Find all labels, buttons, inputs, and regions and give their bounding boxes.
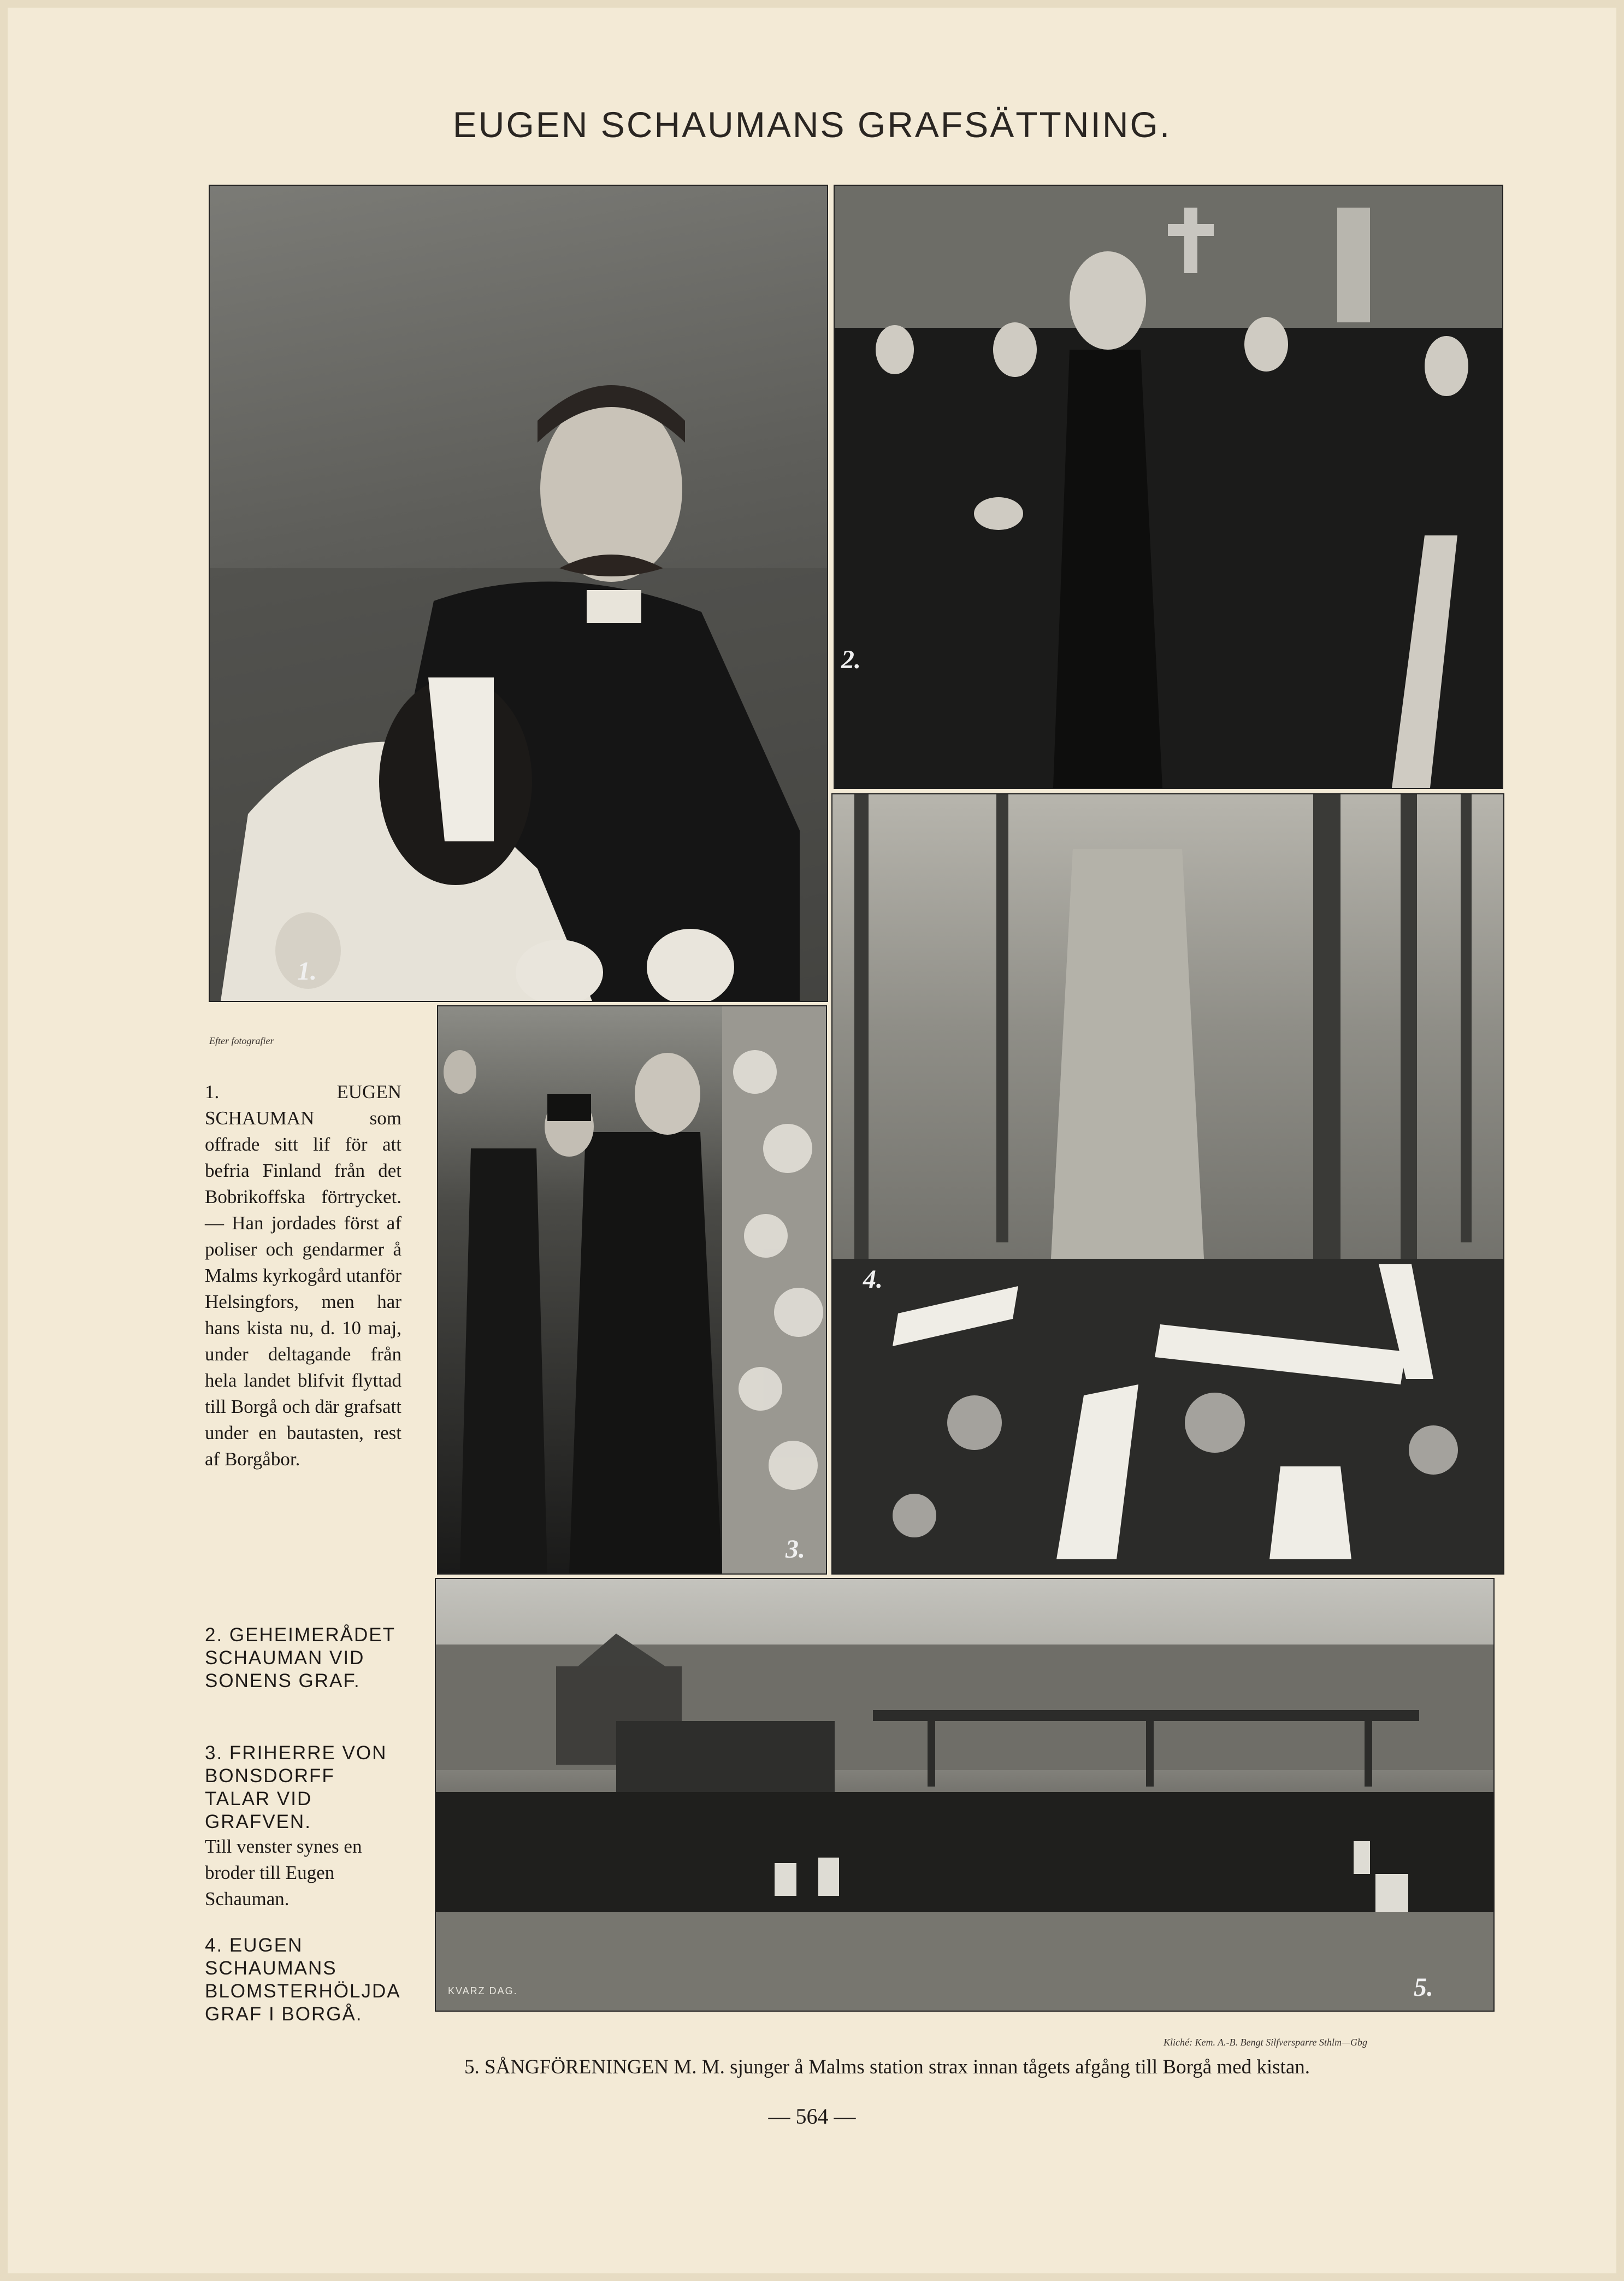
page-title: EUGEN SCHAUMANS GRAFSÄTTNING. — [452, 104, 1172, 145]
caption-4: 4. EUGEN SCHAUMANS BLOMSTERHÖLJDA GRAF I BORGÅ. — [205, 1935, 400, 2025]
photo-credit: Efter fotografier — [209, 1035, 274, 1046]
photo-number-1: 1. — [297, 957, 317, 986]
caption-1: 1. EUGEN SCHAUMAN som offrade sitt lif för att befria Finland från det Bobrikoffska förtrycket. — Han jordades först af poliser och gendarmer å Malms kyrkogård utanför Helsingfors, men har hans kista nu, d. 10 maj, under deltagande från hela landet blifvit flyttad till Borgå och där grafsatt under en bautasten, rest af Borgåbor. — [205, 1081, 401, 1470]
caption-3-title: 3. FRIHERRE VON BONSDORFF TALAR VID GRAFVEN. — [205, 1742, 387, 1832]
photo-flower-covered-grave — [831, 793, 1504, 1575]
page-number: — 564 — — [768, 2104, 856, 2129]
photo-malms-station — [435, 1578, 1495, 2012]
photo-number-3: 3. — [786, 1535, 805, 1564]
photo-number-4: 4. — [863, 1265, 883, 1294]
caption-5: 5. SÅNGFÖRENINGEN M. M. sjunger å Malms station strax innan tågets afgång till Borgå med kistan. — [464, 2056, 1310, 2078]
photo-speech-at-grave — [437, 1005, 827, 1575]
caption-3 — [205, 1742, 401, 1912]
caption-3-text: Till venster synes en broder till Eugen Schauman. — [205, 1836, 362, 1909]
photo-father-at-grave — [834, 185, 1503, 789]
photo-number-2: 2. — [841, 645, 861, 674]
photo-portrait-with-dog — [209, 185, 828, 1002]
cliche-credit: Kliché: Kem. A.-B. Bengt Silfversparre Sthlm—Gbg — [1164, 2037, 1367, 2048]
caption-2: 2. GEHEIMERÅDET SCHAUMAN VID SONENS GRAF. — [205, 1624, 395, 1691]
station-sign: KVARZ DAG. — [448, 1985, 518, 1996]
photo-number-5: 5. — [1414, 1973, 1433, 2002]
